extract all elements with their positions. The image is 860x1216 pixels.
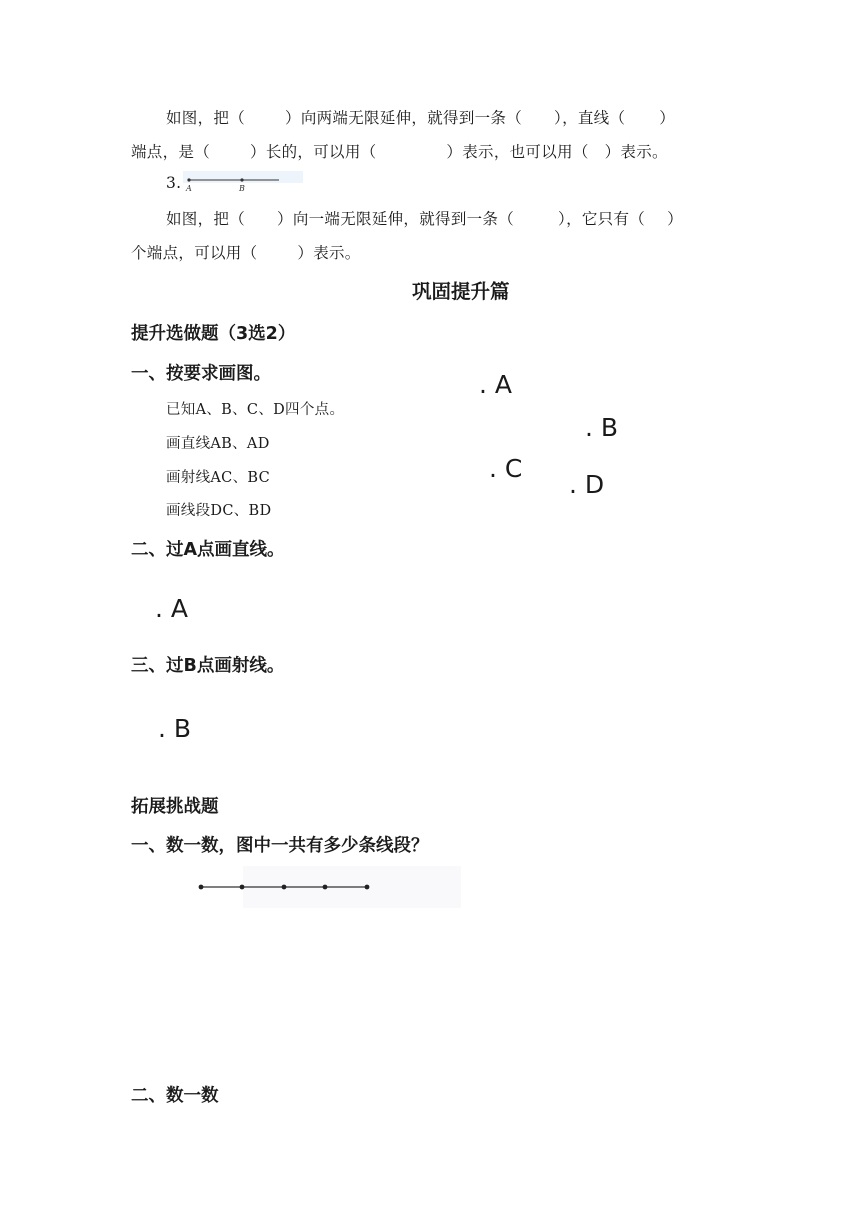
q2-line-1 xyxy=(166,106,675,128)
q2-line2-part4: ）表示。 xyxy=(604,143,668,161)
segments-figure xyxy=(195,866,461,910)
q3-number: 3. xyxy=(166,174,182,192)
challenge-part2-heading: 二、数一数 xyxy=(131,1086,219,1106)
challenge-part1-heading: 一、数一数，图中一共有多少条线段？ xyxy=(131,836,429,856)
part3-heading: 三、过B点画射线。 xyxy=(131,656,285,676)
point-c: . C xyxy=(489,454,523,483)
q2-line2-part2: ）长的，可以用（ xyxy=(250,143,377,161)
instruction-line: 已知A、B、C、D四个点。 xyxy=(166,402,345,418)
challenge-heading: 拓展挑战题 xyxy=(131,797,219,817)
segment-dot xyxy=(365,885,370,890)
segment-dot xyxy=(199,885,204,890)
point-d: . D xyxy=(569,470,605,499)
segment-dot xyxy=(323,885,328,890)
point-a-line: . A xyxy=(155,594,188,623)
advanced-heading: 提升选做题（3选2） xyxy=(131,324,296,344)
q3-line2-part2: ）表示。 xyxy=(297,244,361,262)
q3-line-1 xyxy=(166,207,683,229)
point-b: . B xyxy=(585,413,619,442)
q2-line-2 xyxy=(131,140,668,162)
q2-line1-part1: 如图，把（ xyxy=(166,109,246,127)
part2-heading: 二、过A点画直线。 xyxy=(131,540,285,560)
point-a: . A xyxy=(479,370,512,399)
q2-line1-part3: ），直线（ xyxy=(554,109,626,127)
part1-heading: 一、按要求画图。 xyxy=(131,364,271,384)
ray-figure xyxy=(183,171,303,193)
q3-line-2 xyxy=(131,241,361,263)
ray-label-b: B xyxy=(239,184,245,193)
q2-line1-part2: ）向两端无限延伸，就得到一条（ xyxy=(285,109,523,127)
ray-label-a: A xyxy=(186,184,192,193)
q3-line2-part1: 个端点，可以用（ xyxy=(131,244,258,262)
q3-line1-part3: ），它只有（ xyxy=(558,210,646,228)
instruction-line: 画射线AC、BC xyxy=(166,470,270,486)
instruction-line: 画线段DC、BD xyxy=(166,503,272,519)
q2-line2-part1: 端点，是（ xyxy=(131,143,211,161)
point-b-ray: . B xyxy=(158,714,192,743)
q3-line1-part2: ）向一端无限延伸，就得到一条（ xyxy=(277,210,515,228)
q3-line1-part1: 如图，把（ xyxy=(166,210,246,228)
q2-line2-part3: ）表示，也可以用（ xyxy=(446,143,589,161)
section-title: 巩固提升篇 xyxy=(412,280,510,303)
q2-line1-part4: ） xyxy=(659,109,676,127)
q3-line1-part4: ） xyxy=(667,210,683,228)
instruction-line: 画直线AB、AD xyxy=(166,436,270,452)
segment-dot xyxy=(240,885,245,890)
segment-dot xyxy=(282,885,287,890)
